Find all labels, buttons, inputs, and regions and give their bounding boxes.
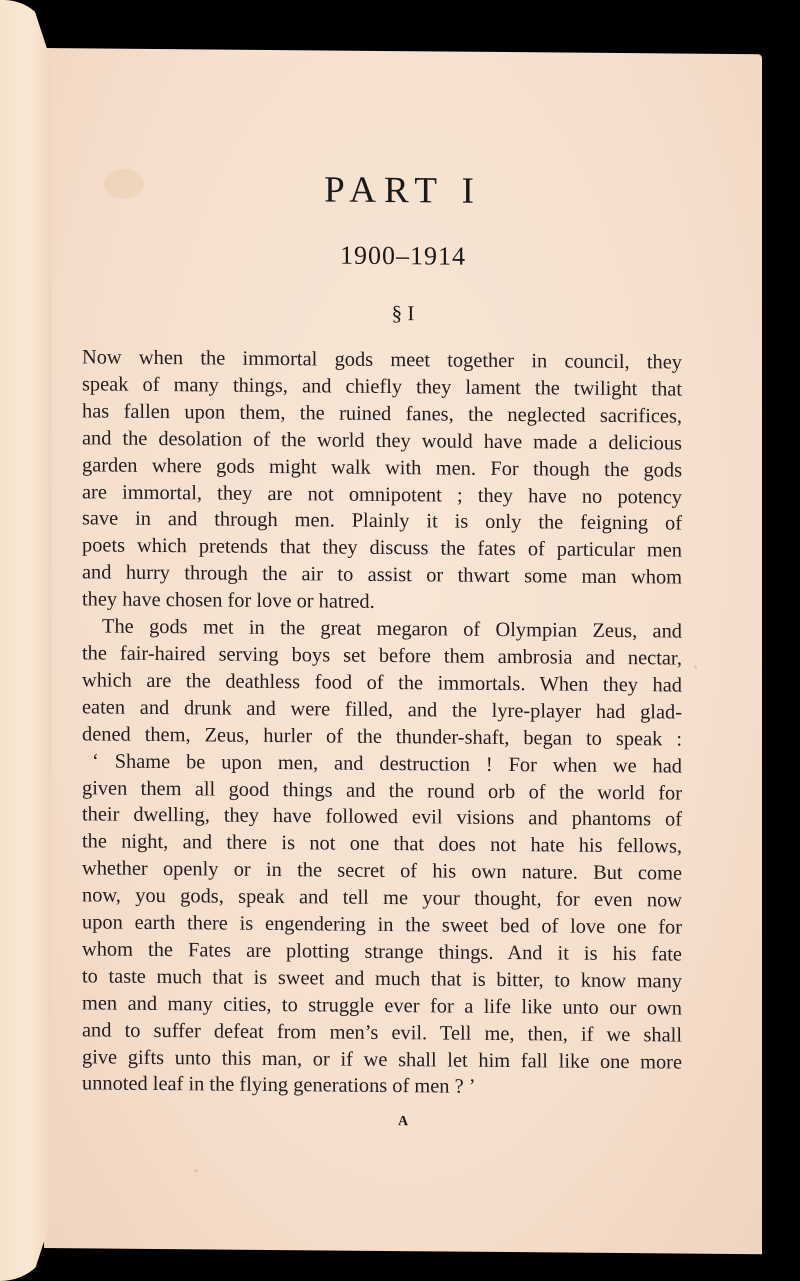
text-line: now, you gods, speak and tell me your thought, for even now: [82, 884, 682, 912]
text-line: unnoted leaf in the flying generations of men ? ’: [82, 1072, 476, 1099]
paper-foxing-spot: [694, 666, 697, 669]
text-line: are immortal, they are not omnipotent ; they have no potency: [82, 480, 682, 509]
text-line: given them all good things and the round orb of the world for: [82, 776, 682, 805]
paper-foxing-spot: [194, 1169, 198, 1172]
text-line: which are the deathless food of the immortals. When they had: [82, 669, 682, 697]
text-line: garden where gods might walk with men. For though the gods: [82, 453, 682, 482]
text-line: to taste much that is sweet and much that is bitter, to know many: [82, 965, 682, 993]
text-line: The gods met in the great megaron of Olympian Zeus, and: [102, 615, 682, 643]
paragraph-1: [82, 344, 682, 618]
part-title: PART I: [324, 169, 482, 212]
text-line: poets which pretends that they discuss the fates of particular men: [82, 534, 682, 562]
paragraph-3: [82, 748, 682, 1103]
text-line: and the desolation of the world they would have made a delicious: [82, 427, 682, 455]
paragraph-2: [82, 613, 682, 753]
chapter-years: 1900–1914: [340, 240, 466, 271]
text-line: the fair-haired serving boys set before them ambrosia and nectar,: [82, 642, 682, 670]
text-line: they have chosen for love or hatred.: [82, 588, 375, 614]
text-line: save in and through men. Plainly it is only the feigning of: [82, 507, 682, 536]
text-line: whom the Fates are plotting strange things. And it is his fate: [82, 938, 682, 966]
section-mark: § I: [391, 301, 415, 326]
text-line: Now when the immortal gods meet together in council, they: [82, 346, 682, 374]
text-line: and hurry through the air to assist or thwart some man whom: [82, 561, 682, 589]
text-line: upon earth there is engendering in the sweet bed of love one for: [82, 911, 682, 939]
text-line: ‘ Shame be upon men, and destruction ! For when we had: [92, 750, 682, 778]
text-line: the night, and there is not one that does not hate his fellows,: [82, 830, 682, 858]
text-line: men and many cities, to struggle ever for a life like unto our own: [82, 992, 682, 1020]
text-line: dened them, Zeus, hurler of the thunder-shaft, began to speak :: [82, 723, 682, 751]
signature-mark: A: [397, 1114, 409, 1130]
text-line: and to suffer defeat from men’s evil. Tell me, then, if we shall: [82, 1018, 682, 1047]
book-page: [44, 48, 762, 1254]
text-line: has fallen upon them, the ruined fanes, the neglected sacrifices,: [82, 400, 682, 428]
text-line: eaten and drunk and were filled, and the lyre-player had glad-: [82, 696, 682, 724]
text-line: speak of many things, and chiefly they lament the twilight that: [82, 373, 682, 401]
text-line: give gifts unto this man, or if we shall let him fall like one more: [82, 1045, 682, 1074]
previous-page-curl: [0, 0, 52, 1281]
text-line: their dwelling, they have followed evil visions and phantoms of: [82, 803, 682, 831]
text-line: whether openly or in the secret of his own nature. But come: [82, 857, 682, 885]
body-text: [82, 344, 682, 1103]
